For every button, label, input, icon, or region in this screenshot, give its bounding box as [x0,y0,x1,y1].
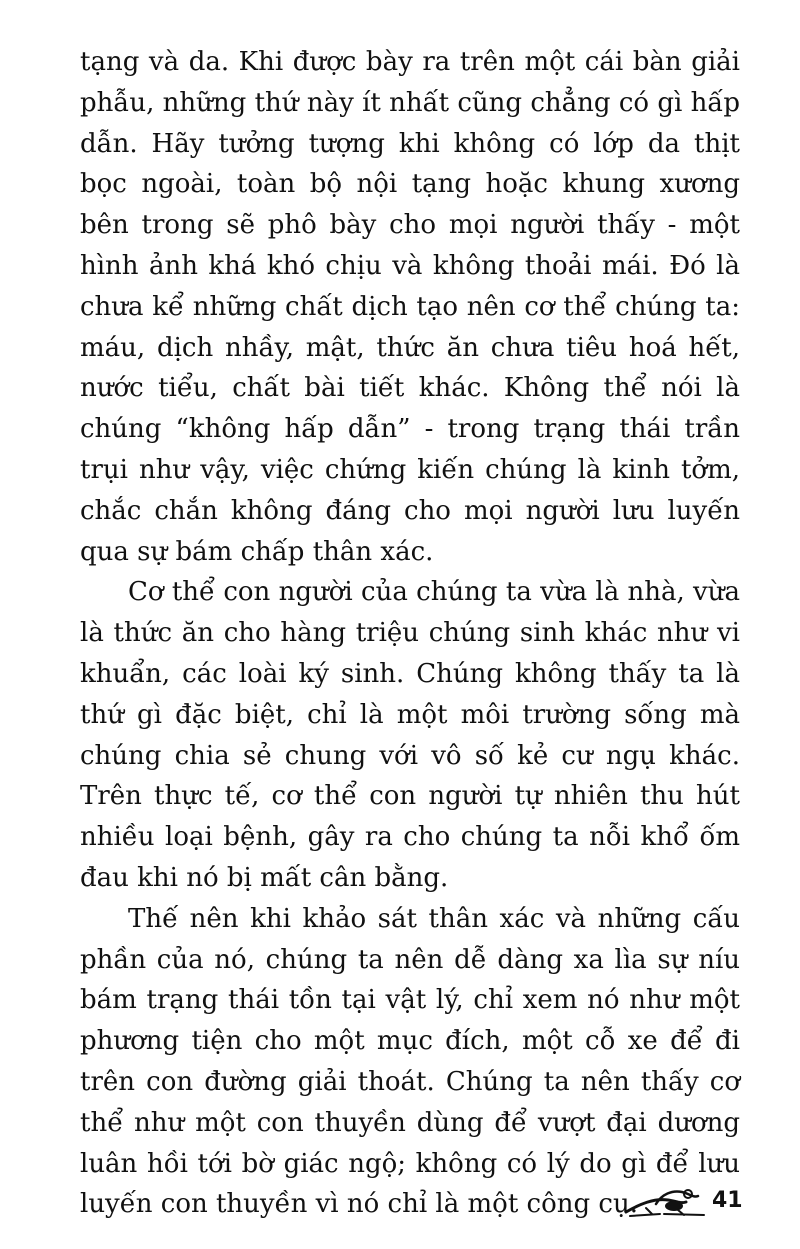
paragraph-2: Cơ thể con người của chúng ta vừa là nhà, vừa là thức ăn cho hàng triệu chúng sinh khác như vi khuẩn, các loài ký sinh. Chúng không thấy ta là thứ gì đặc biệt, chỉ là một môi trường sống mà chúng chia sẻ chung với vô số kẻ cư ngụ khác. Trên thực tế, cơ thể con người tự nhiên thu hút nhiều loại bệnh, gây ra cho chúng ta nỗi khổ ốm đau khi nó bị mất cân bằng. [80,577,740,893]
paragraph-3: Thế nên khi khảo sát thân xác và những cấu phần của nó, chúng ta nên dễ dàng xa lìa sự níu bám trạng thái tồn tại vật lý, chỉ xem nó như một phương tiện cho một mục đích, một cỗ xe để đi trên con đường giải thoát. Chúng ta nên thấy cơ thể như một con thuyền dùng để vượt đại dương luân hồi tới bờ giác ngộ; không có lý do gì để lưu luyến con thuyền vì nó chỉ là một công cụ. [80,903,740,1220]
paragraph-1: tạng và da. Khi được bày ra trên một cái bàn giải phẫu, những thứ này ít nhất cũng chẳng có gì hấp dẫn. Hãy tưởng tượng khi không có lớp da thịt bọc ngoài, toàn bộ nội tạng hoặc khung xương bên trong sẽ phô bày cho mọi người thấy - một hình ảnh khá khó chịu và không thoải mái. Đó là chưa kể những chất dịch tạo nên cơ thể chúng ta: máu, dịch nhầy, mật, thức ăn chưa tiêu hoá hết, nước tiểu, chất bài tiết khác. Không thể nói là chúng “không hấp dẫn” - trong trạng thái trần trụi như vậy, việc chứng kiến chúng là kinh tởm, chắc chắn không đáng cho mọi người lưu luyến qua sự bám chấp thân xác. [80,47,740,567]
page-number: 41 [712,1188,743,1213]
footer-ornament-icon [616,1184,712,1220]
page-footer [616,1184,746,1224]
body-text [80,42,740,1225]
